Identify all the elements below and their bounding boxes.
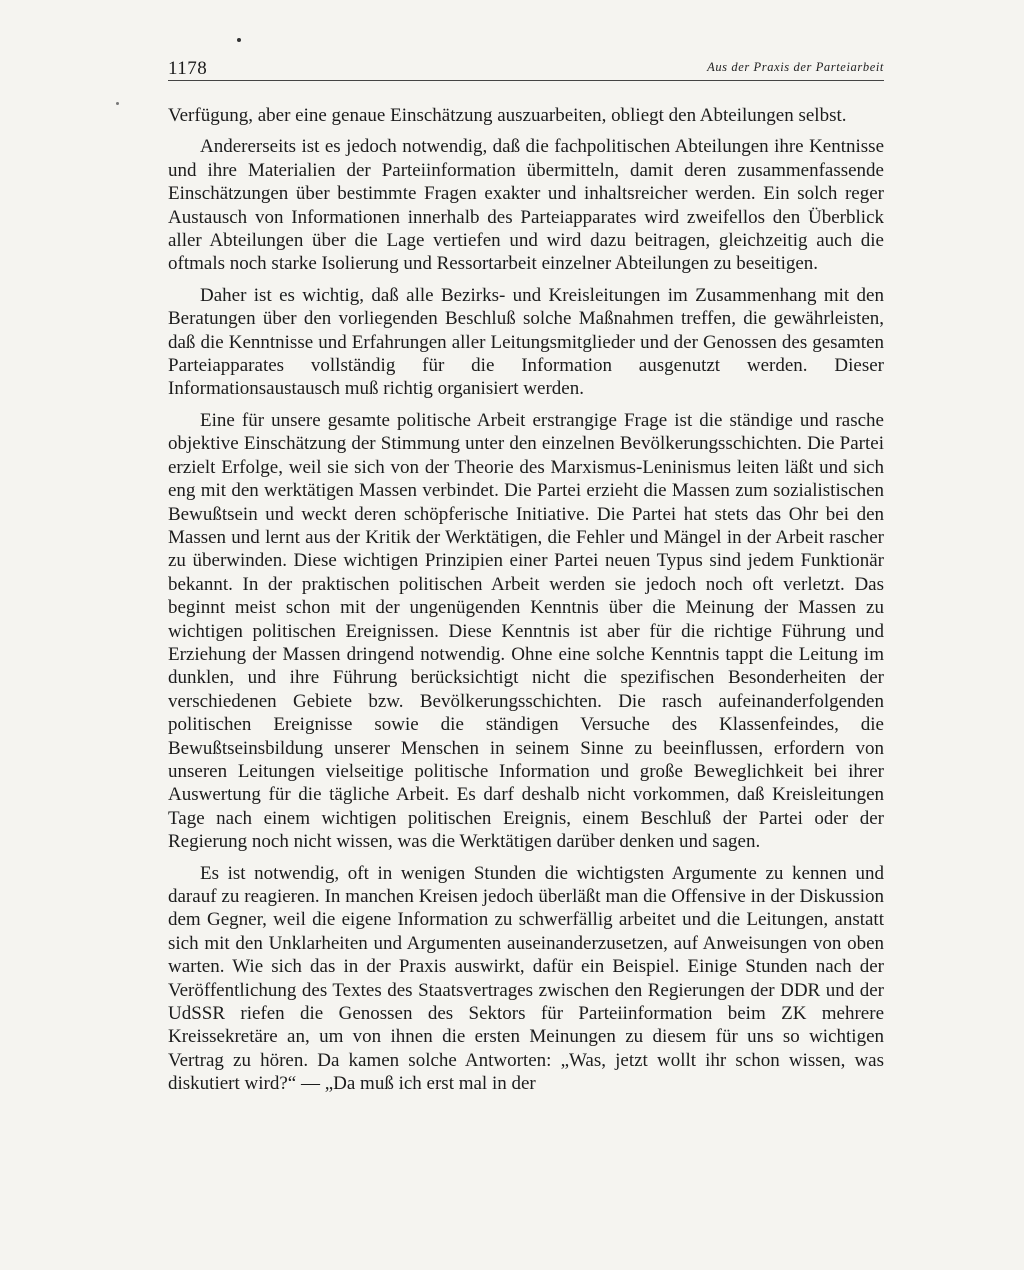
running-head: Aus der Praxis der Parteiarbeit <box>707 60 884 74</box>
paragraph: Verfügung, aber eine genaue Einschätzung auszuarbeiten, obliegt den Abteilungen selbst. <box>168 105 847 126</box>
paragraph: Eine für unsere gesamte politische Arbeit erstrangige Frage ist die ständige und rasche objektive Einschätzung der Stimmung unter den einzelnen Bevölkerungsschichten. Die Partei erzielt Erfolge, weil sie sich von der Theorie des Marxismus-Leninismus leiten läßt und sich eng mit den werktätigen Massen verbindet. Die Partei erzieht die Massen zum sozialistischen Bewußtsein und weckt deren schöpferische Initiative. Die Partei hat stets das Ohr bei den Massen und lernt aus der Kritik der Werktätigen, die Fehler und Mängel in der Arbeit rascher zu überwinden. Diese wichtigen Prinzipien einer Partei neuen Typus sind jedem Funktionär bekannt. In der praktischen politischen Arbeit werden sie jedoch noch oft verletzt. Das beginnt meist schon mit der ungenügenden Kenntnis über die Meinung der Massen zu wichtigen politischen Ereignissen. Diese Kenntnis ist aber für die richtige Führung und Erziehung der Massen dringend notwendig. Ohne eine solche Kenntnis tappt die Leitung im dunklen, und ihre Führung berücksichtigt nicht die spezifischen Besonderheiten der verschiedenen Gebiete bzw. Bevölkerungsschichten. Die rasch aufeinanderfolgenden politischen Ereignisse sowie die ständigen Versuche des Klassenfeindes, die Bewußtseinsbildung unserer Menschen in seinem Sinne zu beeinflussen, erfordern von unseren Leitungen vielseitige politische Information und große Beweglichkeit bei ihrer Auswertung für die tägliche Arbeit. Es darf deshalb nicht vorkommen, daß Kreisleitungen Tage nach einem wichtigen politischen Ereignis, einem Beschluß der Partei oder der Regierung noch nicht wissen, was die Werktätigen darüber denken und sagen. <box>168 409 884 853</box>
print-speck <box>116 102 119 105</box>
paragraph: Daher ist es wichtig, daß alle Bezirks- und Kreisleitungen im Zusammenhang mit den Beratungen über den vorliegenden Beschluß solche Maßnahmen treffen, die gewährleisten, daß die Kenntnisse und Erfahrungen aller Leitungsmitglieder und der Genossen des gesamten Parteiapparates vollständig für die Information ausgenutzt werden. Dieser Informationsaustausch muß richtig organisiert werden. <box>168 284 884 400</box>
body-text <box>168 104 884 1096</box>
paragraph: Andererseits ist es jedoch notwendig, daß die fachpolitischen Abteilungen ihre Kentnisse und ihre Materialien der Parteiinformation übermitteln, damit deren zusammenfassende Einschätzungen über bestimmte Fragen exakter und inhaltsreicher werden. Ein solch reger Austausch von Informationen innerhalb des Parteiapparates wird zweifellos den Überblick aller Abteilungen über die Lage vertiefen und wird dazu beitragen, gleichzeitig auch die oftmals noch starke Isolierung und Ressortarbeit einzelner Abteilungen zu beseitigen. <box>168 136 884 275</box>
paragraph: Es ist notwendig, oft in wenigen Stunden die wichtigsten Argumente zu kennen und darauf zu reagieren. In manchen Kreisen jedoch überläßt man die Offensive in der Diskussion dem Gegner, weil die eigene Information zu schwerfällig arbeitet und die Leitungen, anstatt sich mit den Unklarheiten und Argumenten auseinanderzusetzen, auf Anweisungen von oben warten. Wie sich das in der Praxis auswirkt, dafür ein Beispiel. Einige Stunden nach der Veröffentlichung des Textes des Staatsvertrages zwischen den Regierungen der DDR und der UdSSR riefen die Genossen des Sektors für Parteiinformation beim ZK mehrere Kreissekretäre an, um von ihnen die ersten Meinungen zu diesem für uns so wichtigen Vertrag zu hören. Da kamen solche Antworten: „Was, jetzt wollt ihr schon wissen, was diskutiert wird?“ — „Da muß ich erst mal in der <box>168 862 884 1095</box>
page-header <box>168 58 884 81</box>
print-speck <box>237 38 241 42</box>
page-number: 1178 <box>168 58 208 79</box>
